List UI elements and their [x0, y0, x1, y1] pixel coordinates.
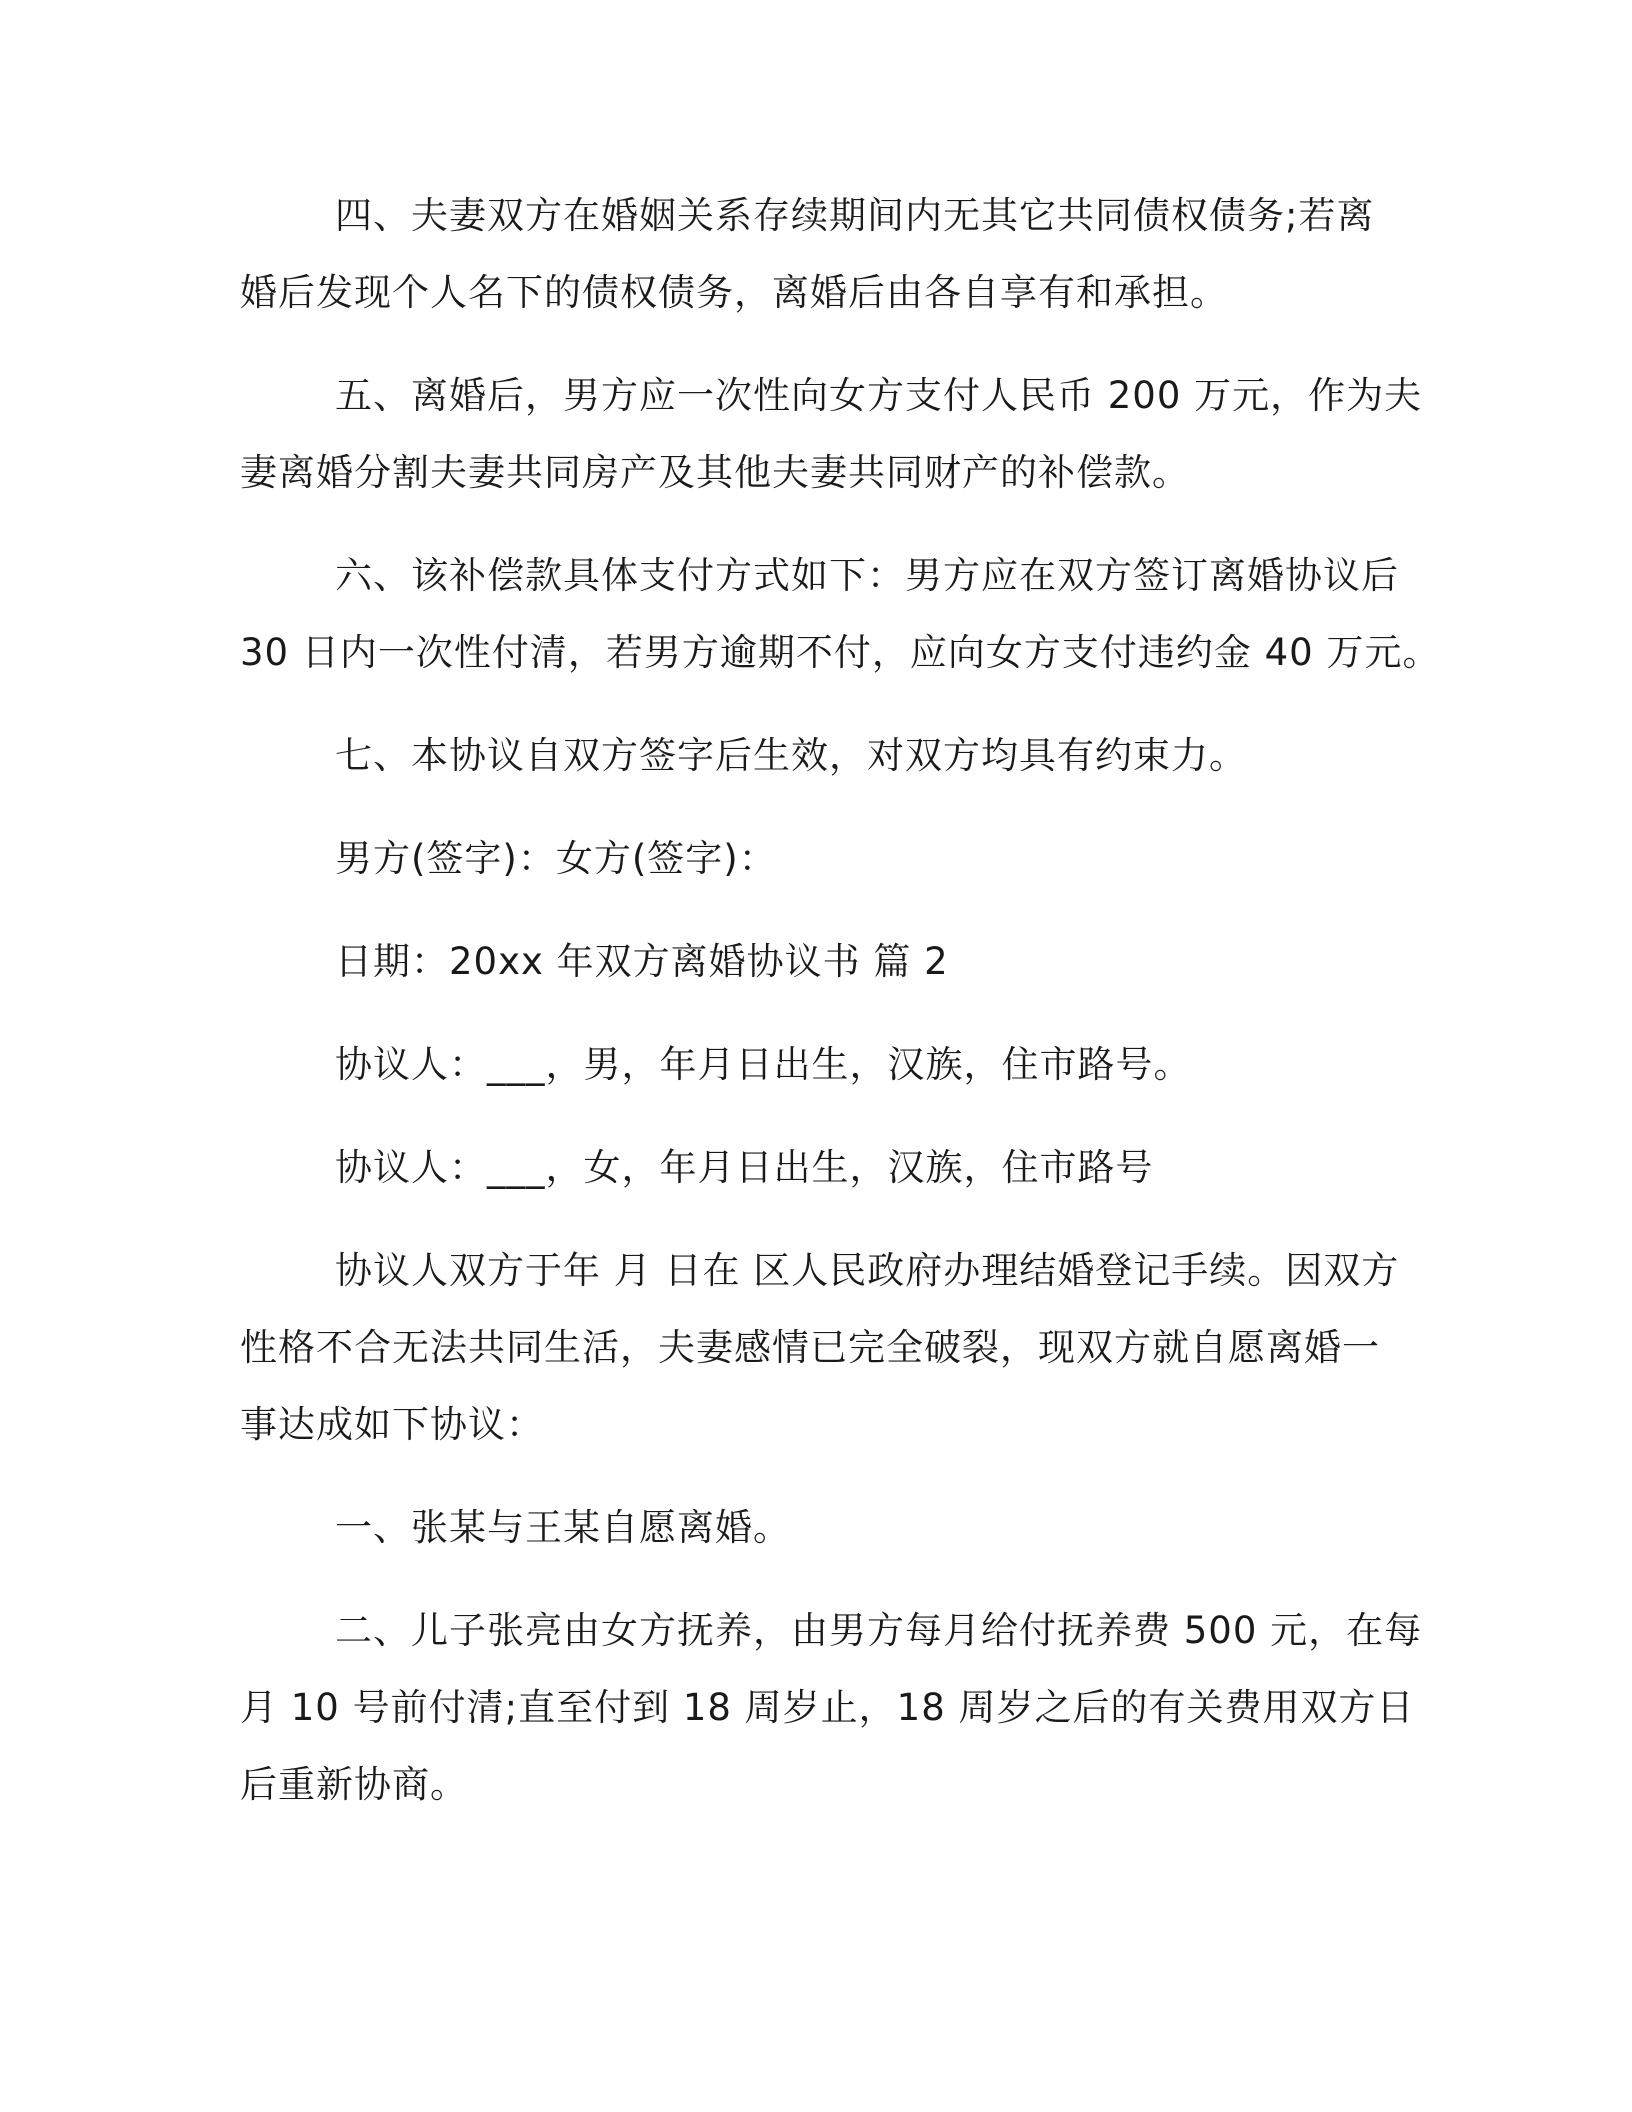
- clause-2-line-2: 月 10 号前付清;直至付到 18 周岁止，18 周岁之后的有关费用双方日: [240, 1686, 1415, 1729]
- signature-line: 男方(签字)：女方(签字)：: [335, 837, 777, 880]
- clause-4-line-1: 四、夫妻双方在婚姻关系存续期间内无其它共同债权债务;若离: [335, 194, 1375, 237]
- preamble-line-3: 事达成如下协议：: [240, 1403, 544, 1446]
- preamble-line-2: 性格不合无法共同生活，夫妻感情已完全破裂，现双方就自愿离婚一: [240, 1326, 1380, 1369]
- clause-6-line-2: 30 日内一次性付清，若男方逾期不付，应向女方支付违约金 40 万元。: [240, 631, 1441, 674]
- date-line: 日期：20xx 年双方离婚协议书 篇 2: [335, 940, 949, 983]
- clause-1: 一、张某与王某自愿离婚。: [335, 1506, 791, 1549]
- clause-2-line-1: 二、儿子张亮由女方抚养，由男方每月给付抚养费 500 元，在每: [335, 1609, 1423, 1652]
- clause-5-line-1: 五、离婚后，男方应一次性向女方支付人民币 200 万元，作为夫: [335, 374, 1423, 417]
- clause-4-line-2: 婚后发现个人名下的债权债务，离婚后由各自享有和承担。: [240, 271, 1228, 314]
- clause-5-line-2: 妻离婚分割夫妻共同房产及其他夫妻共同财产的补偿款。: [240, 451, 1190, 494]
- party-male: 协议人：___，男，年月日出生，汉族，住市路号。: [335, 1043, 1192, 1086]
- clause-7: 七、本协议自双方签字后生效，对双方均具有约束力。: [335, 734, 1247, 777]
- preamble-line-1: 协议人双方于年 月 日在 区人民政府办理结婚登记手续。因双方: [335, 1249, 1400, 1292]
- clause-6-line-1: 六、该补偿款具体支付方式如下：男方应在双方签订离婚协议后: [335, 554, 1399, 597]
- clause-2-line-3: 后重新协商。: [240, 1763, 468, 1806]
- party-female: 协议人：___，女，年月日出生，汉族，住市路号: [335, 1146, 1154, 1189]
